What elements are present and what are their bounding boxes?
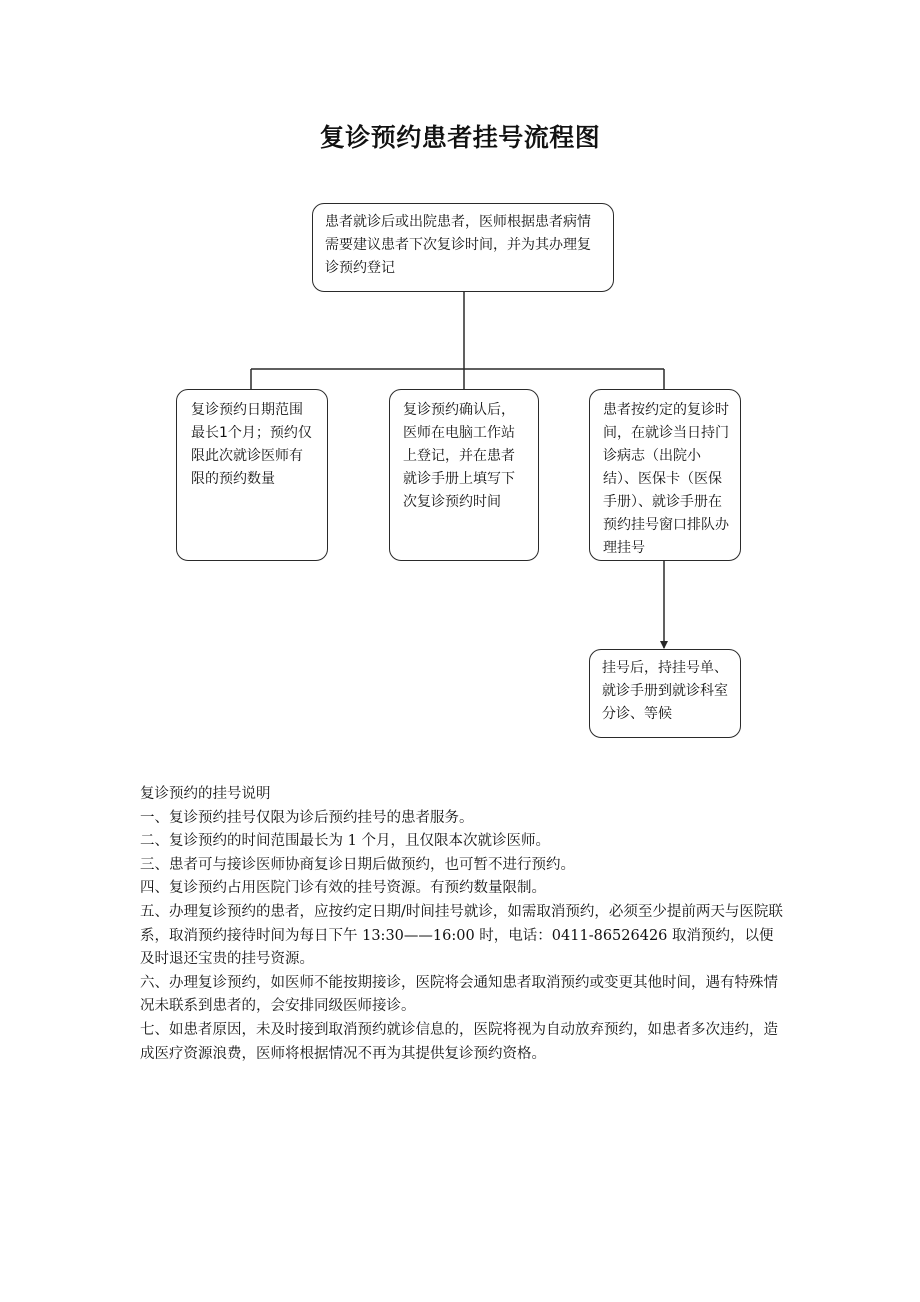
- notes-item: 六、办理复诊预约，如医师不能按期接诊，医院将会通知患者取消预约或变更其他时间，遇有特殊情况未联系到患者的，会安排同级医师接诊。: [140, 974, 778, 1015]
- flow-box-date-range: 复诊预约日期范围最长1个月；预约仅限此次就诊医师有限的预约数量: [176, 389, 328, 561]
- notes-item: 七、如患者原因，未及时接到取消预约就诊信息的，医院将视为自动放弃预约，如患者多次违约，造成医疗资源浪费，医师将根据情况不再为其提供复诊预约资格。: [140, 1021, 778, 1062]
- notes-item: 三、患者可与接诊医师协商复诊日期后做预约，也可暂不进行预约。: [140, 856, 575, 873]
- notes-item: 一、复诊预约挂号仅限为诊后预约挂号的患者服务。: [140, 809, 474, 826]
- notes-item: 五、办理复诊预约的患者，应按约定日期/时间挂号就诊，如需取消预约，必须至少提前两天与医院联系，取消预约接待时间为每日下午 13:30——16:00 时，电话：0411-86526426 取消预约，以便及时退还宝贵的挂号资源。: [140, 903, 783, 968]
- flow-box-registration: 患者就诊后或出院患者，医师根据患者病情需要建议患者下次复诊时间，并为其办理复诊预约登记: [312, 203, 614, 292]
- registration-notes: [140, 783, 785, 1066]
- notes-heading: 复诊预约的挂号说明: [140, 786, 271, 802]
- notes-item: 四、复诊预约占用医院门诊有效的挂号资源。有预约数量限制。: [140, 880, 546, 897]
- flow-box-triage-waiting: 挂号后，持挂号单、就诊手册到就诊科室分诊、等候: [589, 649, 741, 738]
- flow-box-queue-registration: 患者按约定的复诊时间，在就诊当日持门诊病志（出院小结）、医保卡（医保手册）、就诊手册在预约挂号窗口排队办理挂号: [589, 389, 741, 561]
- notes-item: 二、复诊预约的时间范围最长为 1 个月，且仅限本次就诊医师。: [140, 833, 550, 850]
- page-title: 复诊预约患者挂号流程图: [319, 123, 601, 152]
- flow-box-confirmation: 复诊预约确认后，医师在电脑工作站上登记，并在患者就诊手册上填写下次复诊预约时间: [389, 389, 539, 561]
